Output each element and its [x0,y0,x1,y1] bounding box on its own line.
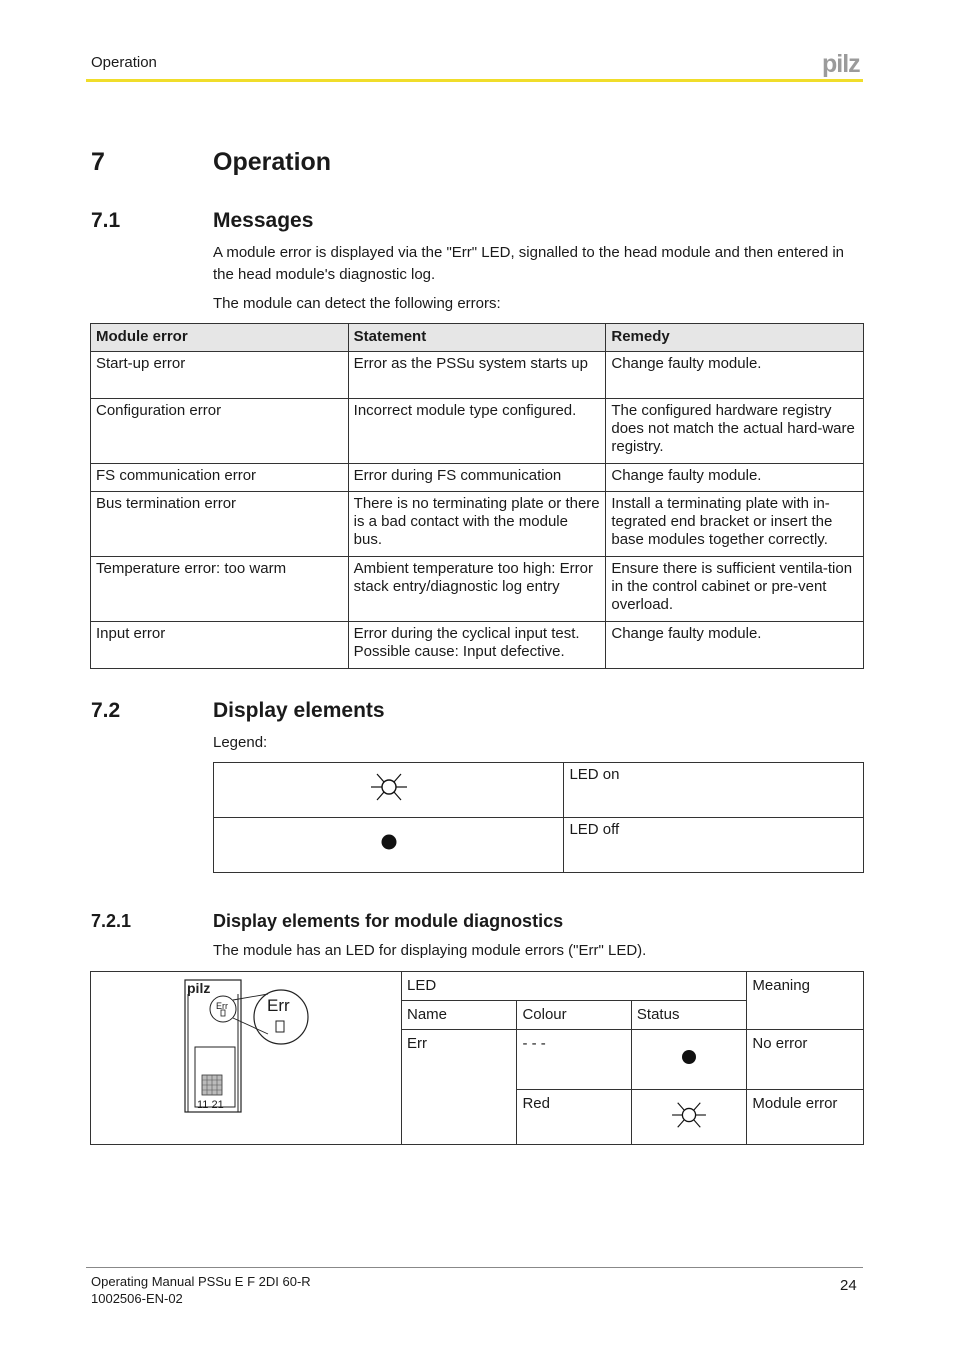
module-err-label-small: Err [216,1001,228,1011]
cell-status [631,1090,746,1145]
legend-icon-cell [214,818,564,873]
cell-remedy: Install a terminating plate with in-tegrated end bracket or insert the base modules together correctly. [606,492,864,557]
legend-label: Legend: [213,734,268,751]
cell-module-error: FS communication error [91,464,349,492]
module-err-label-large: Err [267,996,290,1015]
cell-remedy: Change faulty module. [606,464,864,492]
pilz-logo [822,50,860,79]
module-error-table [90,323,864,669]
cell-module-error: Input error [91,622,349,669]
module-terminal-labels: 11 21 [197,1099,224,1111]
cell-colour: - - - [517,1030,631,1090]
cell-statement: Error as the PSSu system starts up [348,352,606,399]
page-number: 24 [840,1277,857,1294]
chapter-title: Operation [213,148,332,176]
table-row [214,763,864,818]
cell-remedy: Change faulty module. [606,352,864,399]
table-row [91,557,864,622]
footer-info [91,1273,311,1307]
diagnostics-intro: The module has an LED for displaying module errors ("Err" LED). [213,942,647,959]
table-header-row [91,324,864,352]
table-row [214,818,864,873]
led-off-icon [379,832,399,852]
cell-status [631,1030,746,1090]
cell-remedy: Change faulty module. [606,622,864,669]
cell-module-error: Temperature error: too warm [91,557,349,622]
cell-statement: Ambient temperature too high: Error stack entry/diagnostic log entry [348,557,606,622]
legend-led-on-text: LED on [564,763,864,818]
cell-module-error: Bus termination error [91,492,349,557]
table-row [91,399,864,464]
legend-icon-cell [214,763,564,818]
table-row [91,464,864,492]
header-statement: Statement [348,324,606,352]
cell-module-error: Configuration error [91,399,349,464]
module-drawing [91,972,401,1144]
header-remedy: Remedy [606,324,864,352]
section-7-1-title: Messages [213,209,314,232]
section-7-2-number: 7.2 [91,699,121,722]
table-row [91,972,864,1001]
messages-intro: A module error is displayed via the "Err" LED, signalled to the head module and then entered in the head module's diagnostic log. [213,244,845,283]
header-section-title: Operation [91,54,157,71]
led-on-icon [369,770,409,804]
module-illustration [91,972,401,1144]
cell-remedy: The configured hardware registry does not match the actual hard-ware registry. [606,399,864,464]
header-module-error: Module error [91,324,349,352]
cell-colour: Red [517,1090,631,1145]
footer-rule [86,1267,863,1268]
section-7-2-1-number: 7.2.1 [91,911,132,931]
messages-detect: The module can detect the following errors: [213,295,501,312]
table-row [91,492,864,557]
cell-statement: There is no terminating plate or there is a bad contact with the module bus. [348,492,606,557]
header-name: Name [402,1001,517,1030]
cell-meaning: Module error [747,1090,864,1145]
cell-meaning: No error [747,1030,864,1090]
legend-led-off-text: LED off [564,818,864,873]
led-off-icon [680,1048,698,1066]
module-illustration-cell [91,972,402,1145]
header-meaning: Meaning [747,972,864,1030]
cell-module-error: Start-up error [91,352,349,399]
section-7-2-1-title: Display elements for module diagnostics [213,911,564,931]
footer-doc-number: 1002506-EN-02 [91,1291,183,1306]
led-on-icon [670,1099,708,1131]
header-led: LED [402,972,747,1001]
chapter-number: 7 [91,148,105,176]
header-status: Status [631,1001,746,1030]
table-row [91,352,864,399]
legend-table [213,762,864,873]
module-pilz-logo: pilz [187,980,211,996]
table-row [91,622,864,669]
cell-remedy: Ensure there is sufficient ventila-tion in the control cabinet or pre-vent overload. [606,557,864,622]
led-diagnostics-table [90,971,864,1145]
cell-led-name: Err [402,1030,517,1145]
cell-statement: Error during the cyclical input test. Possible cause: Input defective. [348,622,606,669]
pilz-logo-text: pilz [822,50,860,78]
section-7-2-title: Display elements [213,699,385,722]
footer-manual-title: Operating Manual PSSu E F 2DI 60-R [91,1274,311,1289]
header-rule [86,79,863,82]
section-7-1-number: 7.1 [91,209,121,232]
cell-statement: Error during FS communication [348,464,606,492]
cell-statement: Incorrect module type configured. [348,399,606,464]
header-colour: Colour [517,1001,631,1030]
